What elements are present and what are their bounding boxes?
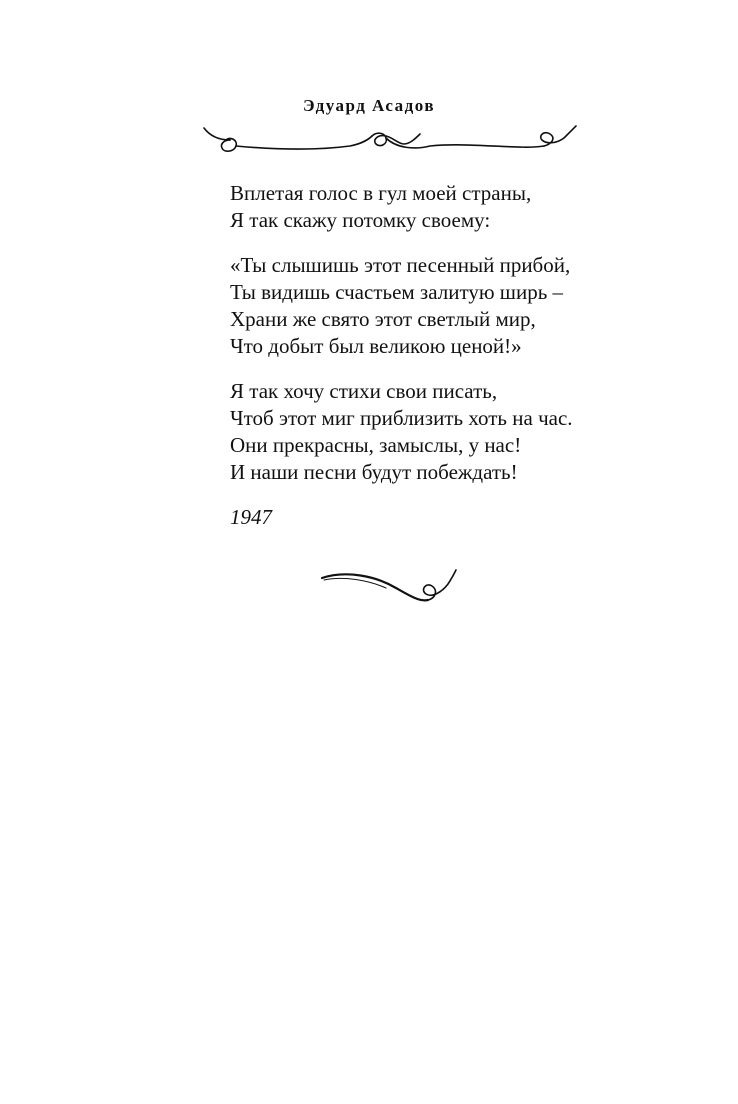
poem-year: 1947 — [230, 505, 272, 529]
poem-line: Храни же свято этот светлый мир, — [230, 307, 536, 331]
poem-line: Я так скажу потомку своему: — [230, 208, 491, 232]
poem-line: Ты видишь счастьем залитую ширь – — [230, 280, 564, 304]
stanza — [230, 180, 650, 234]
poem-line: Я так хочу стихи свои писать, — [230, 379, 498, 403]
poem-line: Вплетая голос в гул моей страны, — [230, 181, 532, 205]
stanza — [230, 378, 650, 486]
poem-body — [230, 180, 650, 531]
poem-line: Чтоб этот миг приблизить хоть на час. — [230, 406, 573, 430]
stanza — [230, 252, 650, 360]
scroll-flourish-icon — [200, 122, 580, 162]
poem-line: «Ты слышишь этот песенный прибой, — [230, 253, 571, 277]
author-header: Эдуард Асадов — [302, 96, 436, 115]
poem-line: Они прекрасны, замыслы, у нас! — [230, 433, 522, 457]
poem-line: И наши песни будут побеждать! — [230, 460, 518, 484]
swash-flourish-icon — [316, 566, 466, 612]
poem-line: Что добыт был великою ценой!» — [230, 334, 522, 358]
